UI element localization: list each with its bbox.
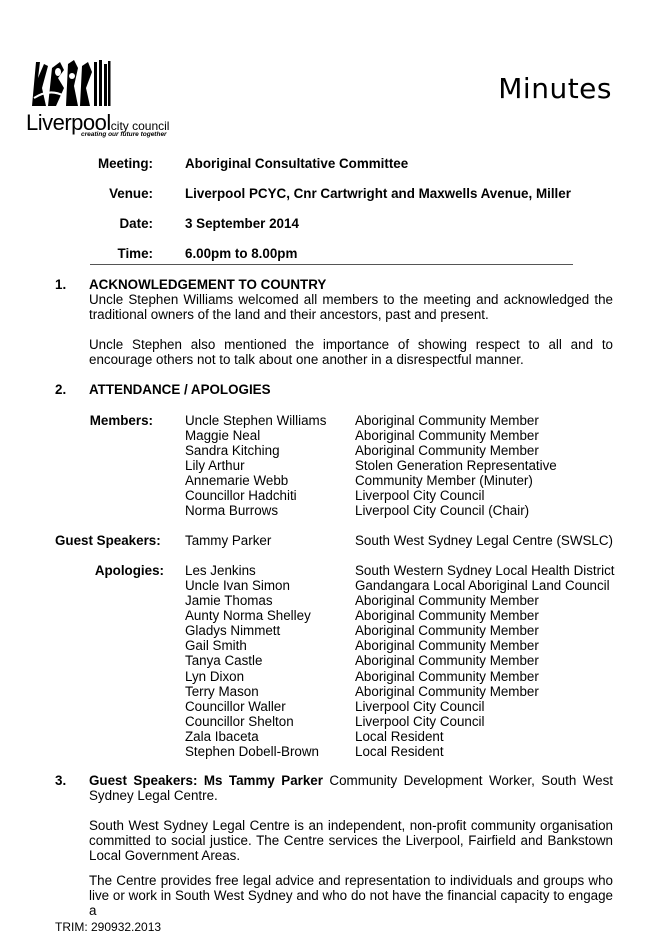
list-item: Aboriginal Community Member (355, 593, 539, 609)
guest-names (185, 533, 271, 548)
logo-wordmark: Liverpoolcity council (26, 110, 170, 135)
guest-speakers-label: Guest Speakers: (55, 533, 161, 548)
logo-tagline: creating our future together (81, 131, 167, 138)
council-logo (26, 58, 170, 140)
list-item: Aboriginal Community Member (355, 683, 539, 699)
list-item: South West Sydney Legal Centre (SWSLC) (355, 533, 614, 548)
section-1-heading: ACKNOWLEDGEMENT TO COUNTRY (89, 277, 327, 292)
list-item: Aboriginal Community Member (355, 653, 539, 669)
list-item: Councillor Waller (185, 698, 286, 714)
council-logo-mark-icon (30, 58, 112, 108)
section-2-heading: ATTENDANCE / APOLOGIES (89, 382, 271, 397)
list-item: Aboriginal Community Member (355, 668, 539, 684)
section-3-heading: Guest Speakers: Ms Tammy Parker (89, 773, 323, 788)
section-2-number: 2. (55, 382, 67, 397)
header-divider (90, 264, 573, 265)
date-label: Date: (119, 216, 153, 231)
venue-label: Venue: (109, 186, 153, 201)
section-3-heading-paragraph (89, 773, 613, 803)
date-value: 3 September 2014 (185, 216, 299, 231)
venue-value: Liverpool PCYC, Cnr Cartwright and Maxwells Avenue, Miller (185, 186, 571, 201)
meeting-label: Meeting: (97, 156, 153, 171)
list-item: Liverpool City Council (355, 488, 485, 504)
list-item: Aunty Norma Shelley (185, 608, 311, 624)
list-item: Councillor Shelton (185, 713, 294, 729)
list-item: Local Resident (355, 728, 444, 744)
apologies-label: Apologies: (94, 563, 164, 578)
list-item: Les Jenkins (185, 563, 256, 578)
members-names (185, 413, 326, 519)
list-item: Maggie Neal (185, 428, 261, 444)
list-item: Aboriginal Community Member (355, 428, 539, 444)
list-item: Jamie Thomas (185, 593, 273, 609)
list-item: Gail Smith (185, 638, 247, 654)
list-item: Lyn Dixon (185, 668, 245, 684)
list-item: Gladys Nimmett (185, 623, 281, 639)
section-1-paragraph-1: Uncle Stephen Williams welcomed all members to the meeting and acknowledged the traditional owners of the land and their ancestors, past and present. (89, 292, 613, 322)
section-3-number: 3. (55, 773, 67, 788)
section-3-paragraph-1: South West Sydney Legal Centre is an independent, non-profit community organisation committed to social justice. The Centre services the Liverpool, Fairfield and Bankstown Local Government Areas. (89, 818, 613, 863)
document-title: Minutes (498, 72, 612, 105)
list-item: Aboriginal Community Member (355, 443, 539, 459)
list-item: Uncle Stephen Williams (185, 413, 327, 428)
list-item: Liverpool City Council (355, 698, 485, 714)
list-item: Terry Mason (185, 683, 259, 699)
apologies-roles (355, 563, 615, 759)
list-item: Liverpool City Council (355, 713, 485, 729)
list-item: Stephen Dobell-Brown (185, 743, 319, 759)
list-item: Annemarie Webb (185, 473, 289, 489)
list-item: Aboriginal Community Member (355, 638, 539, 654)
meeting-value: Aboriginal Consultative Committee (185, 156, 409, 171)
time-value: 6.00pm to 8.00pm (185, 246, 298, 261)
list-item: Aboriginal Community Member (355, 413, 539, 428)
section-3-paragraph-2: The Centre provides free legal advice and representation to individuals and groups who live or work in South West Sydney and who do not have the financial capacity to engage a (89, 873, 613, 918)
list-item: Aboriginal Community Member (355, 623, 539, 639)
list-item: Lily Arthur (185, 458, 245, 474)
list-item: Liverpool City Council (Chair) (355, 503, 530, 519)
members-roles (355, 413, 557, 519)
list-item: South Western Sydney Local Health District (355, 563, 615, 578)
list-item: Tanya Castle (185, 653, 263, 669)
list-item: Stolen Generation Representative (355, 458, 557, 474)
trim-reference: TRIM: 290932.2013 (55, 920, 162, 934)
list-item: Councillor Hadchiti (185, 488, 297, 504)
members-label: Members: (89, 413, 153, 428)
list-item: Aboriginal Community Member (355, 608, 539, 624)
time-label: Time: (117, 246, 153, 261)
apologies-names (185, 563, 319, 759)
list-item: Zala Ibaceta (185, 728, 259, 744)
list-item: Local Resident (355, 743, 444, 759)
list-item: Community Member (Minuter) (355, 473, 533, 489)
list-item: Gandangara Local Aboriginal Land Council (355, 578, 610, 594)
section-1-paragraph-2: Uncle Stephen also mentioned the importance of showing respect to all and to encourage others not to talk about one another in a disrespectful manner. (89, 337, 613, 367)
list-item: Norma Burrows (185, 503, 279, 519)
guest-roles (355, 533, 613, 548)
list-item: Sandra Kitching (185, 443, 280, 459)
section-1-number: 1. (55, 277, 67, 292)
list-item: Uncle Ivan Simon (185, 578, 290, 594)
list-item: Tammy Parker (185, 533, 272, 548)
section-3-heading-rest: Community Development Worker, South West Sydney Legal Centre. (89, 773, 613, 803)
